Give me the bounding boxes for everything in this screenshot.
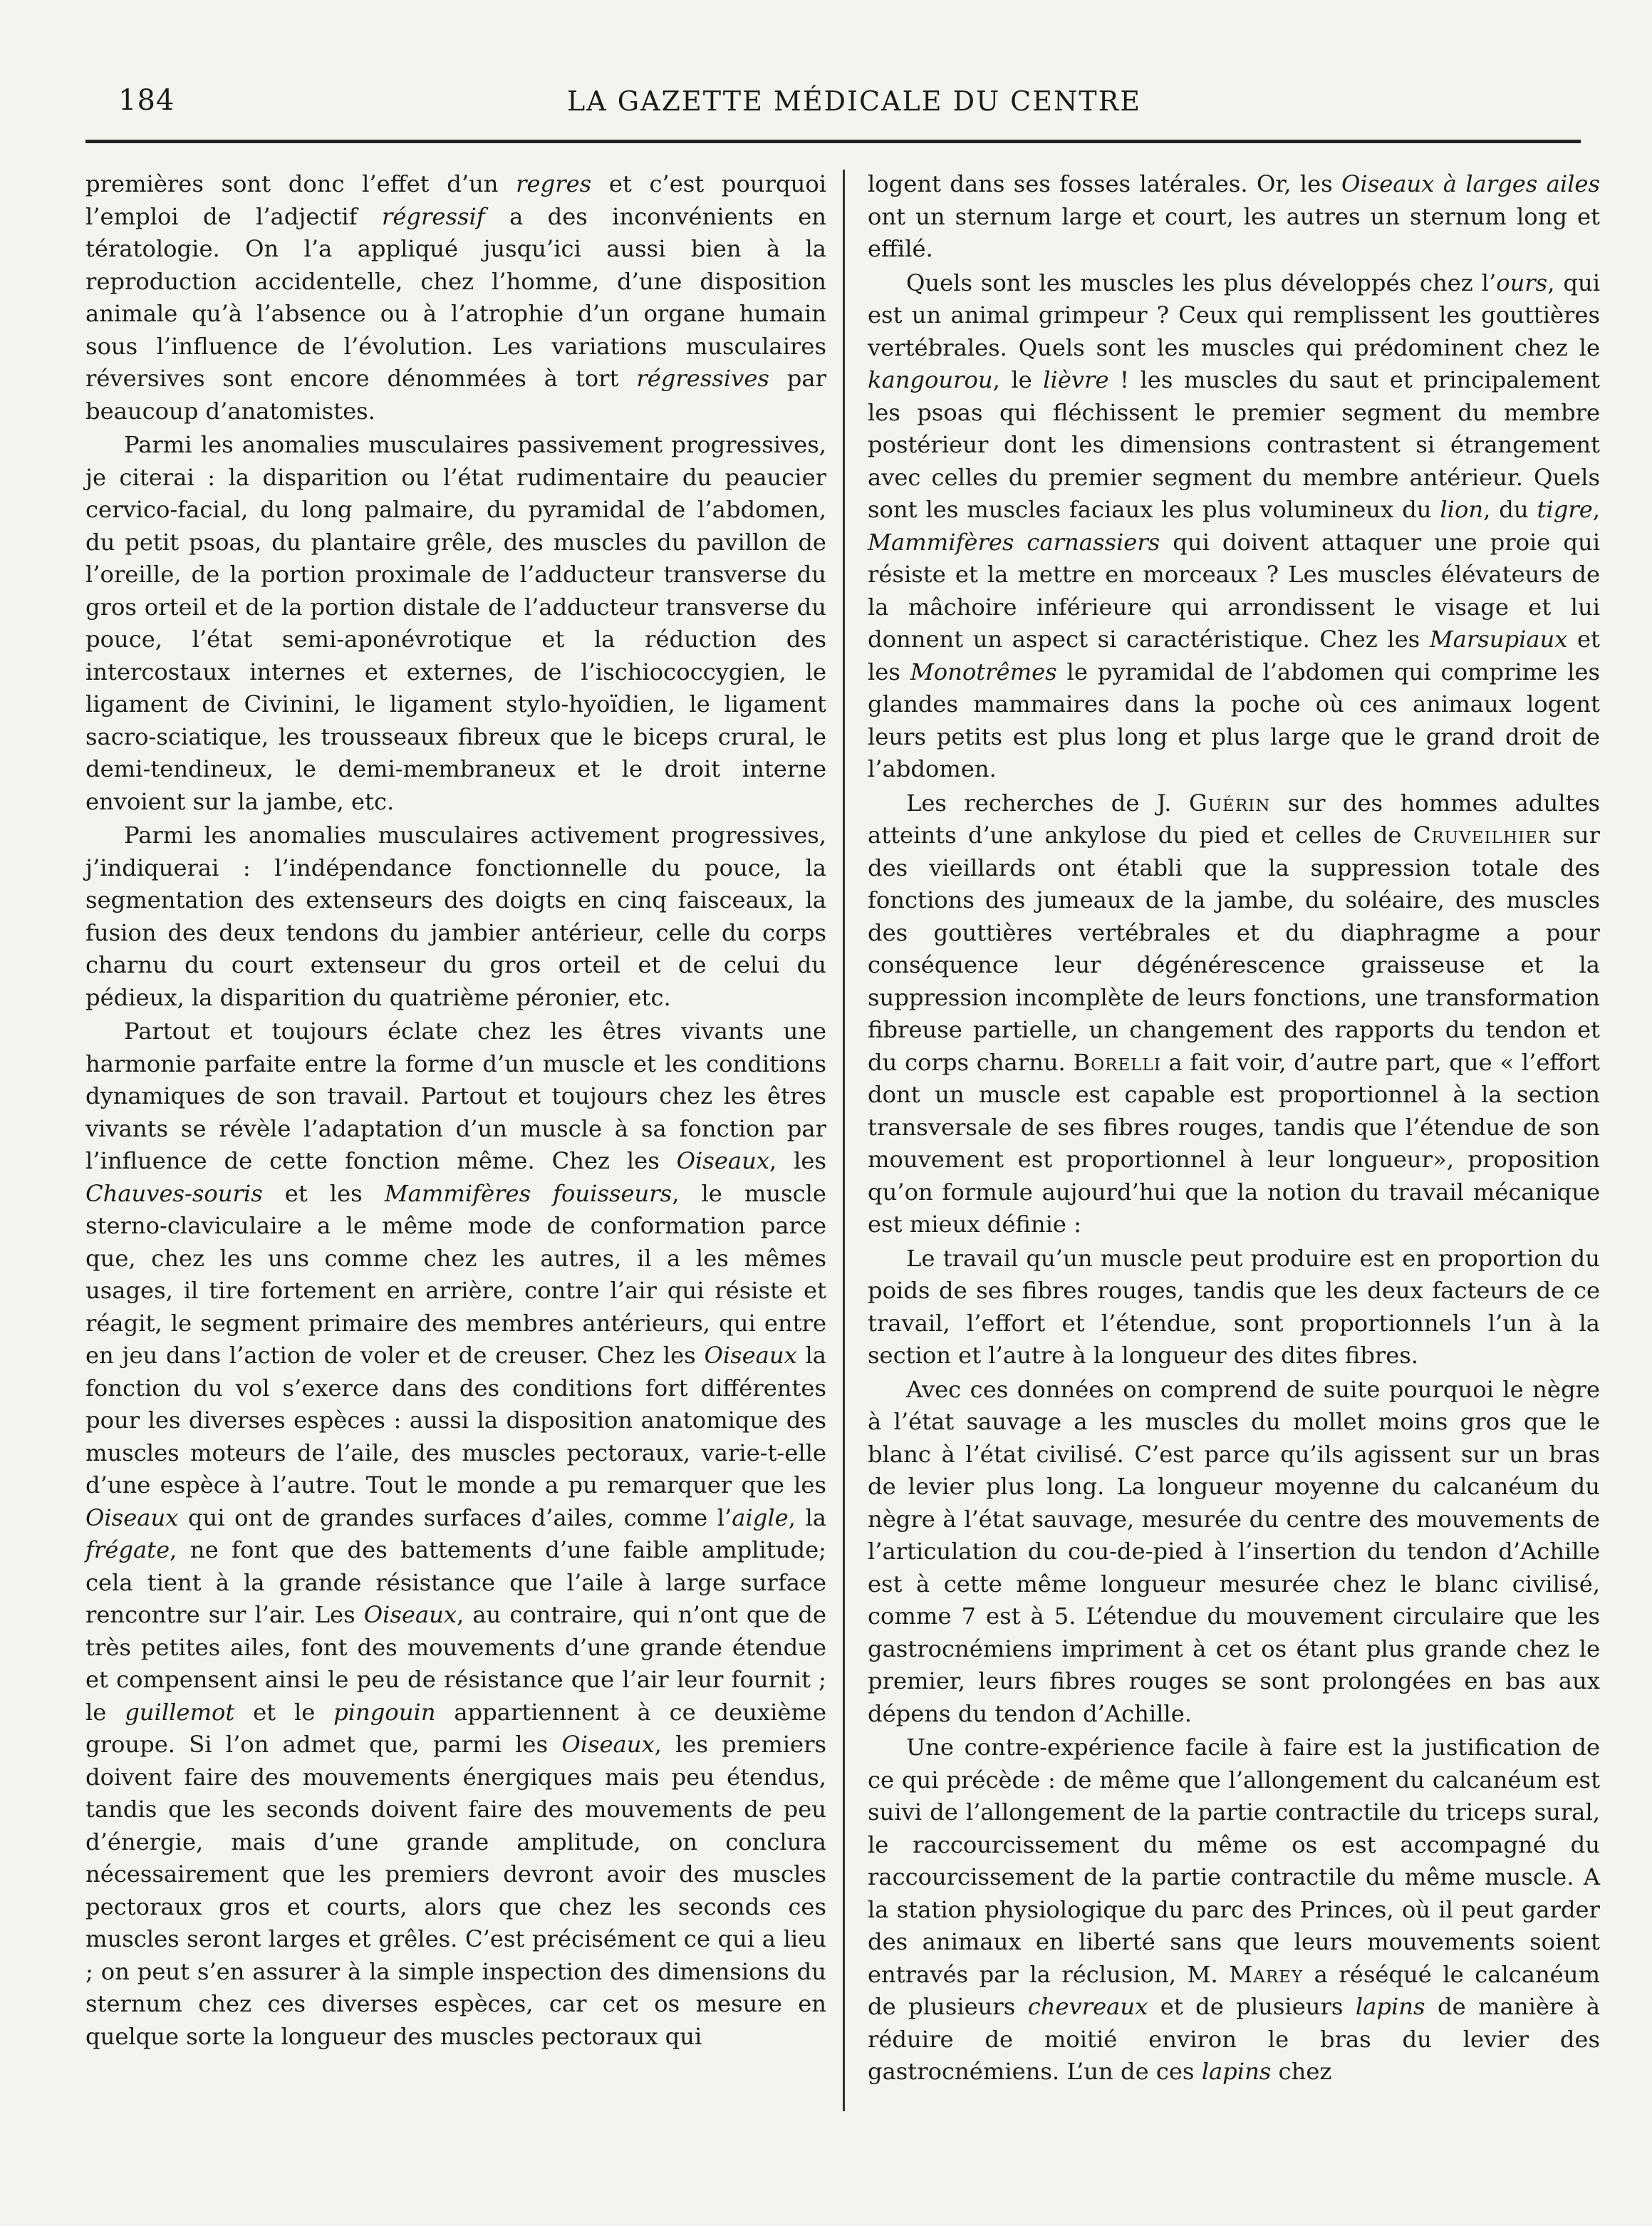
text-run: et les: [868, 626, 1600, 685]
text-run: , les premiers doivent faire des mouvements énergiques mais peu étendus, tandis que les seconds doivent faire des mouvements de peu d’énergie, mais d’une grande amplitude, on conclura nécessairement que les premiers devront avoir des muscles pectoraux gros et courts, alors que chez les seconds ces muscles seront larges et grêles. C’est précisément ce qui a lieu ; on peut s’en assurer à la simple inspection des dimensions du sternum chez ces diverses espèces, car cet os mesure en quelque sorte la longueur des muscles pectoraux qui: [85, 1731, 826, 2050]
text-run: , qui est un animal grimpeur ? Ceux qui remplissent les gouttières vertébrales. Quels sont les muscles qui prédominent chez le: [868, 269, 1600, 361]
text-run: ont un sternum large et court, les autres un sternum long et effilé.: [868, 202, 1600, 262]
text-run: Une contre-expérience facile à faire est la justification de ce qui précède : de même que l’allongement du calcanéum est suivi de l’allongement de la partie contractile du triceps sural, le raccourcissement du même os est accompagné du raccourcissement de la partie contractile du même muscle. A la station physiologique du parc des Princes, où il peut garder des animaux en liberté sans que leurs mouvements soient entravés par la réclusion, M.: [868, 1734, 1600, 1988]
author-name: Borelli: [1073, 1048, 1161, 1076]
text-run: Les recherches de J.: [906, 789, 1189, 817]
text-run: Avec ces données on comprend de suite pourquoi le nègre à l’état sauvage a les muscles du mollet moins gros que le blanc à l’état civilisé. C’est parce qu’ils agissent sur un bras de levier plus long. La longueur moyenne du calcanéum du nègre à l’état sauvage, mesurée du centre des mouvements de l’articulation du cou-de-pied à l’insertion du tendon d’Achille est à cette même longueur mesurée chez le blanc civilisé, comme 7 est à 5. L’étendue du mouvement circulaire que les gastrocnémiens impriment à cet os étant plus grande chez le premier, leurs fibres rouges se sont prolongées en bas aux dépens du tendon d’Achille.: [868, 1375, 1600, 1727]
italic-text: Oiseaux à larges ailes: [1341, 170, 1600, 197]
italic-text: Mammifères carnassiers: [868, 528, 1160, 556]
paragraph: [85, 168, 826, 428]
italic-text: guillemot: [125, 1698, 235, 1726]
column-divider: [843, 170, 845, 2111]
text-run: la fonction du vol s’exerce dans des conditions fort différentes pour les diverses espèces : aussi la disposition anatomique des muscles moteurs de l’aile, des muscles pectoraux, varie-t-elle d’une espèce à l’autre. Tout le monde a pu remarquer que les: [85, 1342, 826, 1498]
text-run: , le muscle sterno-claviculaire a le même mode de conformation parce que, chez les uns comme chez les autres, il a les mêmes usages, il tire fortement en arrière, contre l’air qui résiste et réagit, le segment primaire des membres antérieurs, qui entre en jeu dans l’action de voler et de creuser. Chez les: [85, 1179, 826, 1369]
author-name: Marey: [1229, 1960, 1304, 1988]
italic-text: pingouin: [333, 1698, 436, 1726]
paragraph: [868, 1374, 1600, 1731]
text-run: Le travail qu’un muscle peut produire est en proportion du poids de ses fibres rouges, tandis que les deux facteurs de ce travail, l’effort et l’étendue, sont proportionnels l’un à la section et l’autre à la longueur des dites fibres.: [868, 1244, 1600, 1369]
text-run: qui doivent attaquer une proie qui résiste et la mettre en morceaux ? Les muscles élévateurs de la mâchoire inférieure qui arrondissent le visage et lui donnent un aspect si caractéristique. Chez les: [868, 528, 1600, 653]
paragraph: [85, 429, 826, 818]
italic-text: régressif: [381, 202, 485, 230]
text-run: appartiennent à ce deuxième groupe. Si l’on admet que, parmi les: [85, 1698, 826, 1758]
page-number: 184: [118, 84, 175, 117]
header-rule: [85, 140, 1581, 143]
italic-text: regres: [516, 170, 592, 197]
text-run: sur des vieillards ont établi que la suppression totale des fonctions des jumeaux de la jambe, du soléaire, des muscles des gouttières vertébrales et du diaphragme a pour conséquence leur dégénérescence graisseuse et la suppression incomplète de leurs fonctions, une transformation fibreuse partielle, un changement des rapports du tendon et du corps charnu.: [868, 822, 1600, 1076]
text-run: qui ont de grandes surfaces d’ailes, comme l’: [178, 1503, 732, 1531]
italic-text: Mammifères fouisseurs: [384, 1179, 672, 1207]
text-run: et le: [234, 1698, 334, 1726]
paragraph: [868, 1243, 1600, 1372]
paragraph: [85, 1015, 826, 2053]
right-column: [868, 168, 1600, 2088]
text-run: et de plusieurs: [1148, 1993, 1356, 2020]
text-run: par beaucoup d’anatomistes.: [85, 365, 826, 425]
journal-title: LA GAZETTE MÉDICALE DU CENTRE: [567, 86, 1141, 117]
italic-text: Oiseaux: [704, 1342, 797, 1369]
italic-text: régressives: [636, 365, 769, 392]
italic-text: Monotrêmes: [910, 658, 1057, 685]
italic-text: Oiseaux: [363, 1601, 457, 1628]
paragraph: [85, 819, 826, 1014]
author-name: Guérin: [1188, 789, 1271, 817]
text-run: ! les muscles du saut et principalement les psoas qui fléchissent le premier segment du membre postérieur dont les dimensions contrastent si étrangement avec celles du premier segment du membre antérieur. Quels sont les muscles faciaux les plus volumineux du: [868, 366, 1600, 523]
text-run: et c’est pourquoi l’emploi de l’adjectif: [85, 170, 826, 230]
text-run: le pyramidal de l’abdomen qui comprime les glandes mammaires dans la poche où ces animaux logent leurs petits est plus long et plus large que le grand droit de l’abdomen.: [868, 658, 1600, 782]
italic-text: lièvre: [1043, 366, 1109, 393]
text-run: Parmi les anomalies musculaires activement progressives, j’indiquerai : l’indépendance fonctionnelle du pouce, la segmentation des extenseurs des doigts en cinq faisceaux, la fusion des deux tendons du jambier antérieur, celle du corps charnu du court extenseur du gros orteil et de celui du pédieux, la disparition du quatrième péronier, etc.: [85, 822, 826, 1011]
text-run: chez: [1271, 2058, 1332, 2085]
text-run: , la: [788, 1503, 826, 1531]
text-run: Quels sont les muscles les plus développés chez l’: [906, 269, 1497, 296]
paragraph: [868, 267, 1600, 786]
italic-text: Oiseaux: [676, 1147, 769, 1174]
italic-text: lapins: [1201, 2058, 1272, 2085]
italic-text: aigle: [732, 1503, 789, 1531]
paragraph: [868, 787, 1600, 1241]
italic-text: kangourou: [868, 366, 993, 393]
italic-text: Marsupiaux: [1429, 626, 1568, 653]
text-run: Parmi les anomalies musculaires passivement progressives, je citerai : la disparition ou l’état rudimentaire du peaucier cervico-facial, du long palmaire, du pyramidal de l’abdomen, du petit psoas, du plantaire grêle, des muscles du pavillon de l’oreille, de la portion proximale de l’adducteur transverse du gros orteil et de la portion distale de l’adducteur transverse du pouce, l’état semi-aponévrotique et la réduction des intercostaux internes et externes, de l’ischiococcygien, le ligament de Civinini, le ligament stylo-hyoïdien, le ligament sacro-sciatique, les trousseaux fibreux que le biceps crural, le demi-tendineux, le demi-membraneux et le droit interne envoient sur la jambe, etc.: [85, 431, 826, 815]
italic-text: Oiseaux: [561, 1731, 655, 1758]
italic-text: tigre: [1537, 496, 1593, 523]
text-run: logent dans ses fosses latérales. Or, les: [868, 170, 1342, 197]
text-run: , les: [769, 1147, 826, 1174]
italic-text: lapins: [1355, 1993, 1425, 2020]
text-run: a des inconvénients en tératologie. On l’a appliqué jusqu’ici aussi bien à la reproduction accidentelle, chez l’homme, d’une disposition animale qu’à l’absence ou à l’atrophie d’un organe humain sous l’influence de l’évolution. Les variations musculaires réversives sont encore dénommées à tort: [85, 202, 826, 392]
italic-text: ours: [1496, 269, 1548, 296]
text-run: et les: [262, 1179, 385, 1207]
italic-text: Chauves-souris: [85, 1179, 263, 1207]
text-run: , ne font que des battements d’une faible amplitude; cela tient à la grande résistance que l’aile à large surface rencontre sur l’air. Les: [85, 1536, 826, 1628]
italic-text: Oiseaux: [85, 1503, 179, 1531]
text-run: a fait voir, d’autre part, que « l’effort dont un muscle est capable est proportionnel à la section transversale de ses fibres rouges, tandis que l’étendue de son mouvement est proportionnel à leur longueur», proposition qu’on formule aujourd’hui que la notion du travail mécanique est mieux définie :: [868, 1048, 1600, 1238]
author-name: Cruveilhier: [1413, 822, 1552, 849]
paragraph: [868, 168, 1600, 266]
text-run: a réséqué le calcanéum de plusieurs: [868, 1960, 1600, 2020]
text-run: ,: [1592, 496, 1601, 523]
text-run: , au contraire, qui n’ont que de très petites ailes, font des mouvements d’une grande étendue et compensent ainsi le peu de résistance que l’air leur fournit ; le: [85, 1601, 826, 1726]
text-run: , le: [992, 366, 1044, 393]
text-run: , du: [1483, 496, 1537, 523]
italic-text: chevreaux: [1027, 1993, 1148, 2020]
page-header: [83, 84, 1584, 134]
left-column: [85, 168, 826, 2053]
italic-text: lion: [1440, 496, 1484, 523]
text-run: sur des hommes adultes atteints d’une ankylose du pied et celles de: [868, 789, 1600, 849]
paragraph: [868, 1731, 1600, 2088]
text-run: de manière à réduire de moitié environ le bras du levier des gastrocnémiens. L’un de ces: [868, 1993, 1601, 2085]
text-run: premières sont donc l’effet d’un: [85, 170, 516, 197]
italic-text: frégate: [85, 1536, 170, 1563]
text-run: Partout et toujours éclate chez les êtres vivants une harmonie parfaite entre la forme d’un muscle et les conditions dynamiques de son travail. Partout et toujours chez les êtres vivants se révèle l’adaptation d’un muscle à sa fonction par l’influence de cette fonction même. Chez les: [85, 1018, 826, 1174]
